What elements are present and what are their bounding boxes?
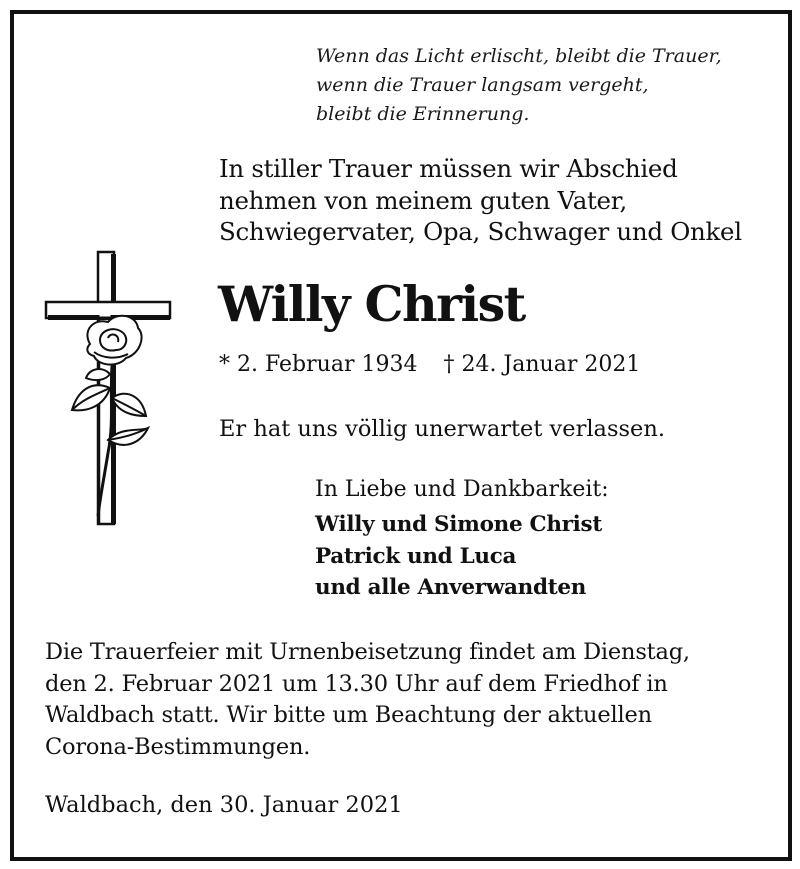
deceased-name: Willy Christ [218, 275, 525, 333]
memorial-poem: Wenn das Licht erlischt, bleibt die Trauer, wenn die Trauer langsam vergeht, bleibt die Erinnerung. [316, 45, 722, 125]
life-dates [219, 350, 640, 380]
mourners-list: Willy und Simone Christ Patrick und Luca und alle Anverwandten [315, 512, 602, 600]
cross-with-rose-icon [42, 248, 174, 528]
farewell-message: Er hat uns völlig unerwartet verlassen. [219, 416, 665, 442]
place-and-date: Waldbach, den 30. Januar 2021 [45, 792, 403, 818]
death-date: † 24. Januar 2021 [443, 352, 641, 377]
birth-date: * 2. Februar 1934 [219, 352, 418, 377]
funeral-announcement: Die Trauerfeier mit Urnenbeisetzung findet am Dienstag, den 2. Februar 2021 um 13.30 Uhr auf dem Friedhof in Waldbach statt. Wir bitte um Beachtung der aktuellen Corona-Bestimmungen. [45, 639, 690, 760]
intro-text: In stiller Trauer müssen wir Abschied nehmen von meinem guten Vater, Schwiegervater, Opa, Schwager und Onkel [219, 154, 742, 246]
dedication-line: In Liebe und Dankbarkeit: [315, 477, 609, 502]
